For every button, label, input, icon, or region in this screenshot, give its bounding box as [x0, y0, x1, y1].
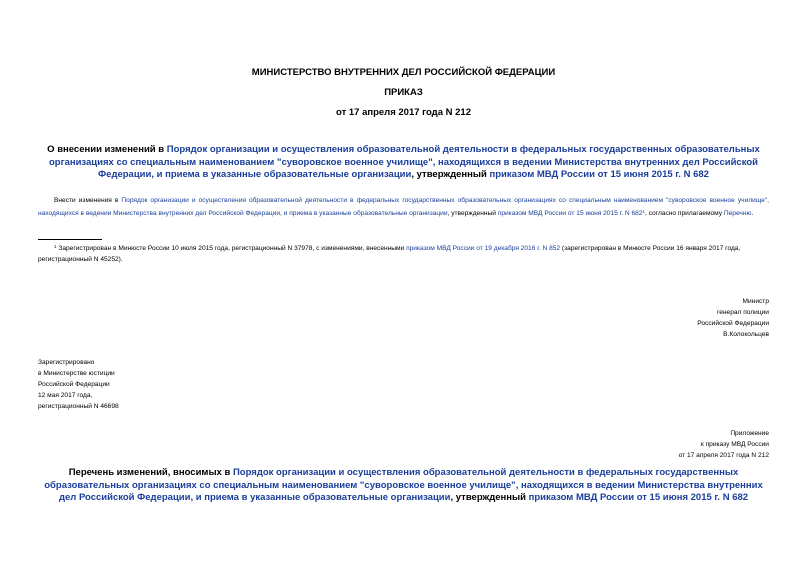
signature-position: Министр: [742, 298, 769, 305]
order-title-prefix: О внесении изменений в: [47, 144, 167, 155]
signature-block: [697, 296, 769, 340]
order-date-number: от 17 апреля 2017 года N 212: [336, 107, 471, 118]
list-title-prikaz-link[interactable]: приказом МВД России от 15 июня 2015 г. N 682: [528, 492, 749, 503]
footnote-separator: [38, 239, 102, 240]
signature-country: Российской Федерации: [697, 320, 769, 327]
list-title-procedure-link[interactable]: Порядок организации и осуществления образовательной деятельности в федеральных государственных образовательных организациях со специальным наименованием "суворовское военное училище", находящихся в ведении Министерства внутренних дел Российской Федерации, и приема в указанные образовательные организации: [44, 467, 763, 503]
registration-number: регистрационный N 46698: [38, 403, 119, 410]
order-title-prikaz-link[interactable]: приказом МВД России от 15 июня 2015 г. N 682: [489, 169, 709, 180]
appendix-block: [679, 428, 769, 461]
footnote-prikaz-link[interactable]: приказом МВД России от 19 декабря 2016 г. N 852: [406, 245, 561, 252]
footnote: [38, 241, 769, 265]
body-prikaz-link[interactable]: приказом МВД России от 15 июня 2015 г. N 682: [497, 209, 643, 217]
body-prefix: Внести изменения в: [54, 197, 122, 204]
list-title-middle: , утвержденный: [450, 492, 529, 503]
order-title: [36, 144, 771, 182]
appendix-label: Приложение: [730, 430, 769, 437]
body-paragraph: [38, 196, 769, 219]
footnote-text-after: (зарегистрирован в Минюсте России 16 января 2017 года, регистрационный N 45252).: [38, 245, 741, 263]
body-list-link[interactable]: Перечню: [723, 209, 752, 217]
body-after: , согласно прилагаемому: [645, 209, 724, 217]
registration-date: 12 мая 2017 года,: [38, 392, 93, 399]
body-end: .: [751, 209, 754, 217]
signature-rank: генерал полиции: [716, 309, 769, 316]
order-title-middle: , утвержденный: [411, 169, 490, 180]
appendix-reference: к приказу МВД России: [700, 441, 769, 448]
doc-type-heading: ПРИКАЗ: [384, 87, 423, 98]
body-middle: , утвержденный: [447, 209, 498, 217]
registration-line-3: Российской Федерации: [38, 381, 110, 388]
appendix-date-number: от 17 апреля 2017 года N 212: [678, 452, 769, 459]
ministry-heading: МИНИСТЕРСТВО ВНУТРЕННИХ ДЕЛ РОССИЙСКОЙ ФЕДЕРАЦИИ: [251, 67, 556, 78]
footnote-mark: 1: [54, 244, 57, 249]
footnote-text-before: Зарегистрирован в Минюсте России 10 июля 2015 года, регистрационный N 37978, с изменениями, внесенными: [56, 245, 407, 252]
footnote-reference[interactable]: 1: [642, 208, 645, 214]
registration-line-1: Зарегистрировано: [38, 359, 95, 366]
list-title-prefix: Перечень изменений, вносимых в: [68, 467, 233, 478]
registration-line-2: в Министерстве юстиции: [38, 370, 115, 377]
list-title: [36, 467, 771, 505]
order-title-procedure-link[interactable]: Порядок организации и осуществления образовательной деятельности в федеральных государственных образовательных организациях со специальным наименованием "суворовское военное училище", находящихся в ведении Министерства внутренних дел Российской Федерации, и приема в указанные образовательные организации: [49, 144, 760, 180]
body-procedure-link[interactable]: Порядок организации и осуществления образовательной деятельности в федеральных государственных образовательных организациях со специальным наименованием "суворовское военное училище", находящихся в ведении Министерства внутренних дел Российской Федерации, и приема в указанные образовательные организации: [38, 197, 769, 217]
signature-name: В.Колокольцев: [723, 331, 769, 338]
registration-block: [38, 357, 119, 412]
